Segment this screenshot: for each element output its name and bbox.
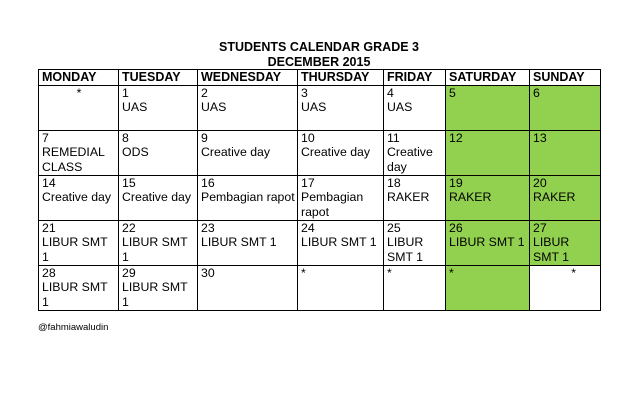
day-cell [384, 175, 446, 220]
day-number: 21 [42, 220, 56, 235]
day-cell [119, 175, 198, 220]
week-row [39, 220, 601, 265]
day-note: LIBUR SMT 1 [387, 235, 424, 264]
day-cell [39, 265, 119, 310]
day-number: * [76, 85, 82, 100]
day-number: 18 [387, 175, 401, 190]
day-number: 16 [201, 175, 215, 190]
day-note: LIBUR SMT 1 [201, 235, 277, 249]
day-cell [384, 130, 446, 175]
day-number: 10 [301, 130, 315, 145]
day-note: UAS [301, 100, 327, 114]
day-note: UAS [387, 100, 413, 114]
header-sunday: SUNDAY [530, 70, 601, 86]
calendar-title: STUDENTS CALENDAR GRADE 3 [218, 40, 419, 54]
day-number: 5 [449, 85, 456, 100]
day-cell [119, 85, 198, 130]
day-cell [119, 130, 198, 175]
day-cell [298, 130, 384, 175]
day-number: * [301, 265, 306, 280]
day-note: Pembagian rapot [301, 190, 364, 219]
day-note: ODS [122, 145, 149, 159]
header-thursday: THURSDAY [298, 70, 384, 86]
day-number: 4 [387, 85, 394, 100]
weekend-cell [530, 220, 601, 265]
day-note: RAKER [533, 190, 576, 204]
header-row [39, 70, 601, 86]
weekend-cell [446, 220, 530, 265]
day-note: Creative day [301, 145, 371, 159]
day-note: Creative day [201, 145, 271, 159]
day-cell [39, 85, 119, 130]
day-cell [384, 85, 446, 130]
day-cell [119, 265, 198, 310]
day-number: 20 [533, 175, 547, 190]
day-cell [39, 130, 119, 175]
day-number: 29 [122, 265, 136, 280]
week-row [39, 130, 601, 175]
weekend-cell [446, 130, 530, 175]
day-cell [384, 220, 446, 265]
day-note: LIBUR SMT 1 [449, 235, 525, 249]
day-cell [198, 220, 298, 265]
week-row [39, 175, 601, 220]
day-number: 11 [387, 130, 400, 145]
day-number: 19 [449, 175, 463, 190]
day-number: 27 [533, 220, 547, 235]
day-note: LIBUR SMT 1 [122, 280, 188, 309]
calendar-table [38, 69, 601, 311]
header-monday: MONDAY [39, 70, 119, 86]
calendar-month: DECEMBER 2015 [267, 55, 371, 69]
day-note: REMEDIAL CLASS [42, 145, 105, 174]
day-number: 8 [122, 130, 129, 145]
weekend-cell [530, 85, 601, 130]
day-note: LIBUR SMT 1 [42, 235, 108, 264]
day-number: 24 [301, 220, 315, 235]
weekend-cell [446, 85, 530, 130]
weekend-cell [446, 265, 530, 310]
day-number: 2 [201, 85, 208, 100]
week-row [39, 85, 601, 130]
day-number: * [387, 265, 392, 280]
day-note: UAS [122, 100, 148, 114]
day-cell [39, 220, 119, 265]
day-note: LIBUR SMT 1 [122, 235, 188, 264]
day-cell [198, 175, 298, 220]
weekend-cell [530, 175, 601, 220]
day-number: 26 [449, 220, 463, 235]
day-note: Pembagian rapot [201, 190, 295, 204]
day-note: LIBUR SMT 1 [301, 235, 377, 249]
day-number: 7 [42, 130, 49, 145]
day-number: 15 [122, 175, 136, 190]
day-number: 23 [201, 220, 215, 235]
day-note: Creative day [42, 190, 112, 204]
day-number: 30 [201, 265, 215, 280]
weekend-cell [530, 130, 601, 175]
day-cell [119, 220, 198, 265]
day-note: Creative day [387, 145, 433, 174]
header-friday: FRIDAY [384, 70, 446, 86]
day-number: 1 [122, 85, 129, 100]
day-number: 3 [301, 85, 308, 100]
day-note: RAKER [387, 190, 430, 204]
day-note: LIBUR SMT 1 [42, 280, 108, 309]
day-number: 13 [533, 130, 547, 145]
week-row [39, 265, 601, 310]
day-cell [298, 220, 384, 265]
header-wednesday: WEDNESDAY [198, 70, 298, 86]
day-number: * [571, 265, 576, 280]
day-note: Creative day [122, 190, 192, 204]
header-saturday: SATURDAY [446, 70, 530, 86]
day-note: UAS [201, 100, 227, 114]
day-cell [198, 265, 298, 310]
day-cell [298, 175, 384, 220]
author-credit: @fahmiawaludin [38, 322, 109, 333]
day-number: 14 [42, 175, 56, 190]
day-note: LIBUR SMT 1 [533, 235, 570, 264]
day-number: 22 [122, 220, 136, 235]
day-number: 25 [387, 220, 401, 235]
weekend-cell [446, 175, 530, 220]
day-cell [384, 265, 446, 310]
day-number: 12 [449, 130, 463, 145]
header-tuesday: TUESDAY [119, 70, 198, 86]
day-number: 6 [533, 85, 540, 100]
day-number: 9 [201, 130, 208, 145]
day-number: * [449, 265, 454, 280]
day-note: RAKER [449, 190, 492, 204]
day-cell [198, 85, 298, 130]
day-cell [39, 175, 119, 220]
day-cell [298, 265, 384, 310]
day-cell [530, 265, 601, 310]
day-number: 17 [301, 175, 315, 190]
day-number: 28 [42, 265, 56, 280]
day-cell [298, 85, 384, 130]
day-cell [198, 130, 298, 175]
